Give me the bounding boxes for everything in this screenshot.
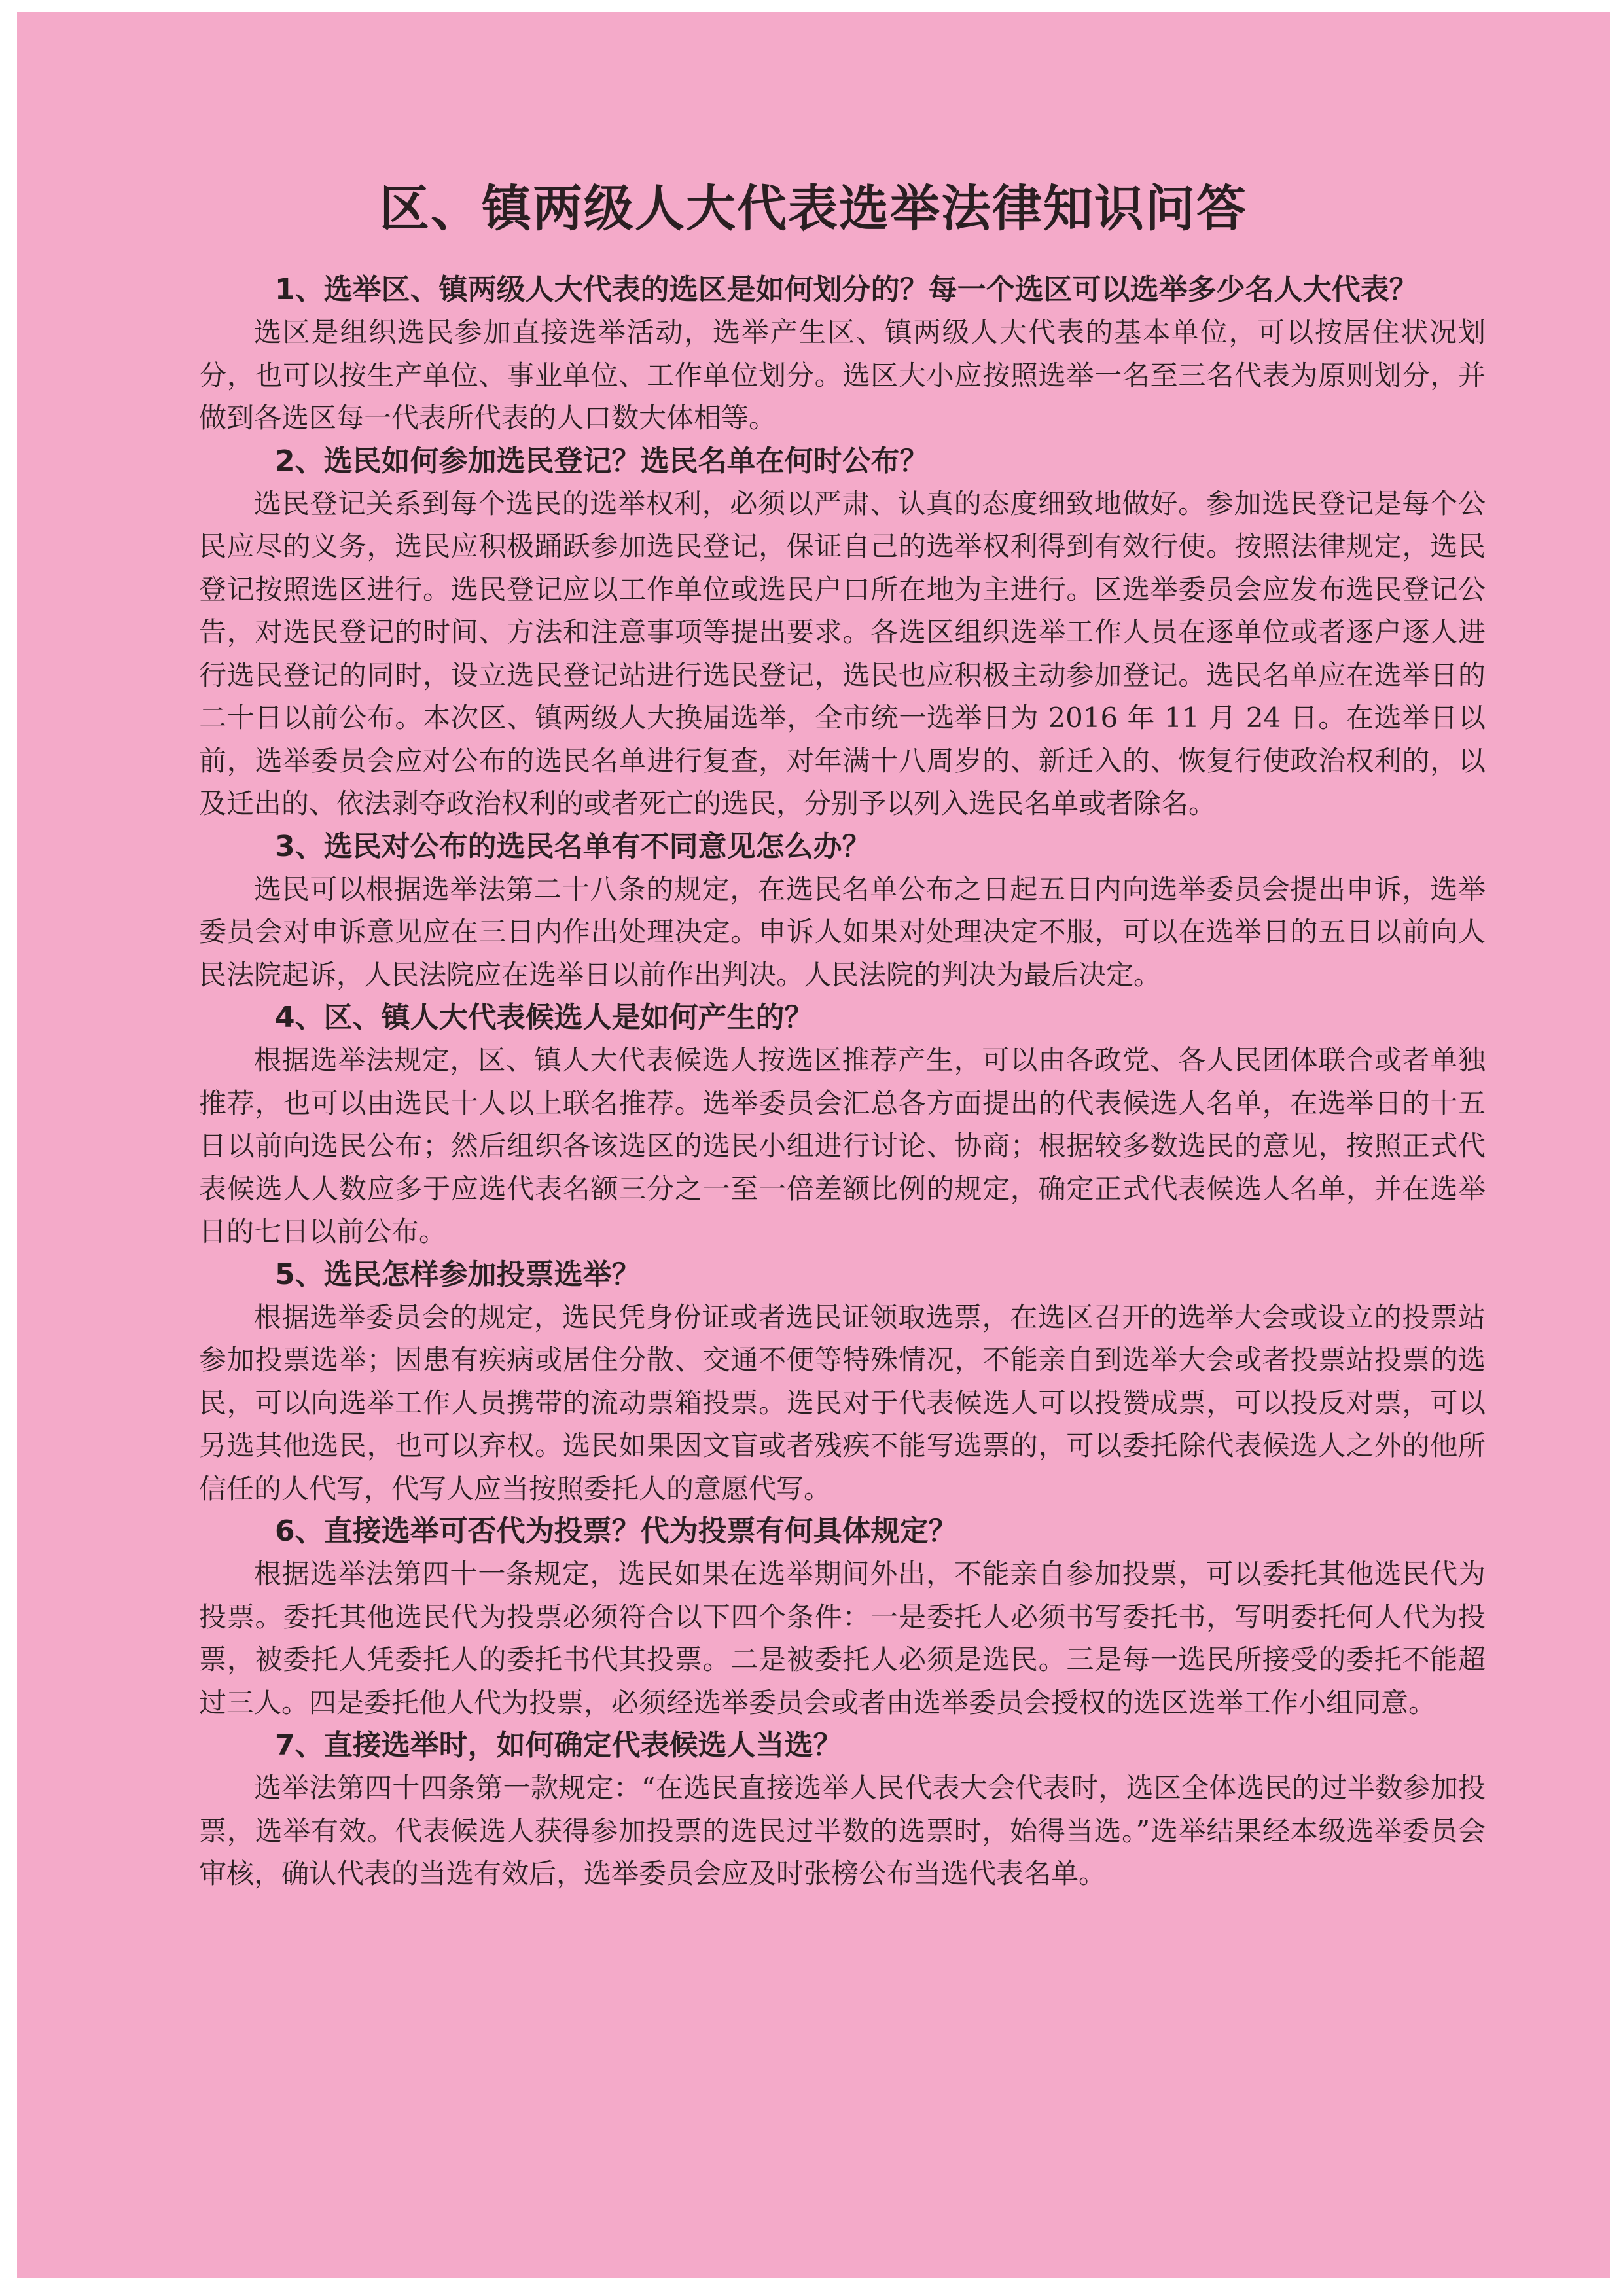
qa-section-2 bbox=[199, 440, 1486, 825]
answer-3: 选民可以根据选举法第二十八条的规定，在选民名单公布之日起五日内向选举委员会提出申诉，选举委员会对申诉意见应在三日内作出处理决定。申诉人如果对处理决定不服，可以在选举日的五日以前向人民法院起诉，人民法院应在选举日以前作出判决。人民法院的判决为最后决定。 bbox=[199, 872, 1486, 991]
qa-section-1 bbox=[199, 268, 1486, 440]
question-6: 6、直接选举可否代为投票？代为投票有何具体规定？ bbox=[275, 1515, 957, 1548]
question-2: 2、选民如何参加选民登记？选民名单在何时公布？ bbox=[275, 444, 929, 478]
qa-section-6 bbox=[199, 1510, 1486, 1724]
answer-1: 选区是组织选民参加直接选举活动，选举产生区、镇两级人大代表的基本单位，可以按居住状况划分，也可以按生产单位、事业单位、工作单位划分。选区大小应按照选举一名至三名代表为原则划分，并做到各选区每一代表所代表的人口数大体相等。 bbox=[199, 316, 1486, 434]
pink-paper-sheet bbox=[17, 12, 1610, 2278]
qa-section-3 bbox=[199, 825, 1486, 997]
question-4: 4、区、镇人大代表候选人是如何产生的？ bbox=[275, 1001, 813, 1034]
question-5: 5、选民怎样参加投票选举？ bbox=[275, 1257, 641, 1291]
answer-7: 选举法第四十四条第一款规定：“在选民直接选举人民代表大会代表时，选区全体选民的过半数参加投票，选举有效。代表候选人获得参加投票的选民过半数的选票时，始得当选。”选举结果经本级选举委员会审核，确认代表的当选有效后，选举委员会应及时张榜公布当选代表名单。 bbox=[199, 1772, 1486, 1890]
qa-section-7 bbox=[199, 1724, 1486, 1895]
answer-6: 根据选举法第四十一条规定，选民如果在选举期间外出，不能亲自参加投票，可以委托其他选民代为投票。委托其他选民代为投票必须符合以下四个条件：一是委托人必须书写委托书，写明委托何人代为投票，被委托人凭委托人的委托书代其投票。二是被委托人必须是选民。三是每一选民所接受的委托不能超过三人。四是委托他人代为投票，必须经选举委员会或者由选举委员会授权的选区选举工作小组同意。 bbox=[199, 1558, 1486, 1719]
answer-4: 根据选举法规定，区、镇人大代表候选人按选区推荐产生，可以由各政党、各人民团体联合或者单独推荐，也可以由选民十人以上联名推荐。选举委员会汇总各方面提出的代表候选人名单，在选举日的十五日以前向选民公布；然后组织各该选区的选民小组进行讨论、协商；根据较多数选民的意见，按照正式代表候选人人数应多于应选代表名额三分之一至一倍差额比例的规定，确定正式代表候选人名单，并在选举日的七日以前公布。 bbox=[199, 1044, 1486, 1247]
answer-5: 根据选举委员会的规定，选民凭身份证或者选民证领取选票，在选区召开的选举大会或设立的投票站参加投票选举；因患有疾病或居住分散、交通不便等特殊情况，不能亲自到选举大会或者投票站投票的选民，可以向选举工作人员携带的流动票箱投票。选民对于代表候选人可以投赞成票，可以投反对票，可以另选其他选民，也可以弃权。选民如果因文盲或者残疾不能写选票的，可以委托除代表候选人之外的他所信任的人代写，代写人应当按照委托人的意愿代写。 bbox=[199, 1300, 1486, 1505]
qa-section-5 bbox=[199, 1253, 1486, 1511]
document-title: 区、镇两级人大代表选举法律知识问答 bbox=[380, 179, 1247, 238]
question-7: 7、直接选举时，如何确定代表候选人当选？ bbox=[275, 1729, 842, 1762]
question-1: 1、选举区、镇两级人大代表的选区是如何划分的？每一个选区可以选举多少名人大代表？ bbox=[275, 273, 1418, 306]
answer-2: 选民登记关系到每个选民的选举权利，必须以严肃、认真的态度细致地做好。参加选民登记是每个公民应尽的义务，选民应积极踊跃参加选民登记，保证自己的选举权利得到有效行使。按照法律规定，选民登记按照选区进行。选民登记应以工作单位或选民户口所在地为主进行。区选举委员会应发布选民登记公告，对选民登记的时间、方法和注意事项等提出要求。各选区组织选举工作人员在逐单位或者逐户逐人进行选民登记的同时，设立选民登记站进行选民登记，选民也应积极主动参加登记。选民名单应在选举日的二十日以前公布。本次区、镇两级人大换届选举，全市统一选举日为 2016 年 11 月 24 日。在选举日以前，选举委员会应对公布的选民名单进行复查，对年满十八周岁的、新迁入的、恢复行使政治权利的，以及迁出的、依法剥夺政治权利的或者死亡的选民，分别予以列入选民名单或者除名。 bbox=[199, 487, 1486, 819]
qa-content bbox=[199, 268, 1486, 1895]
qa-section-4 bbox=[199, 996, 1486, 1253]
question-3: 3、选民对公布的选民名单有不同意见怎么办？ bbox=[275, 829, 871, 863]
